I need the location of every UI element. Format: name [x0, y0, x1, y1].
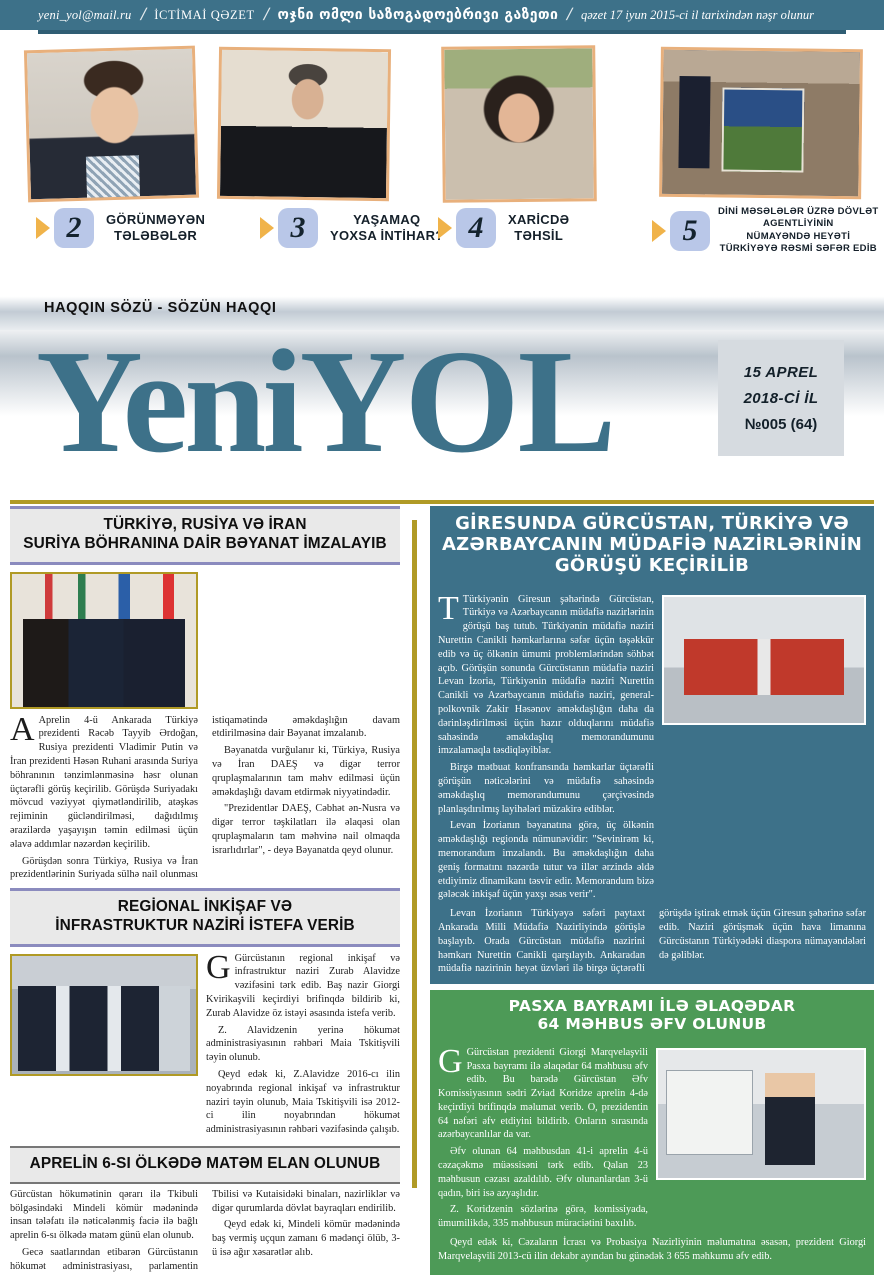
page-number-badge	[670, 211, 710, 251]
paragraph-text: Aprelin 4-ü Ankarada Türkiyə prezidenti Rəcəb Tayyib Ərdoğan, Rusiya prezidenti Vladimir Putin və İran prezidenti Həsən Ruhani arasında Suriya böhranının tənzimlənməsinə həsr olunan üçtərəfli görüş keçirilib. Görüşdə Suriyadakı mövcud vəziyyət qiymətləndirilib, atəşkəs rejiminin gücləndirilməsi, dağıdılmış ərazilərdə yaşayışın təmin edilməsi üçün əlavə addımlar nəzərdən keçirilib.	[10, 714, 198, 850]
article-headline: APRELİN 6-SI ÖLKƏDƏ MATƏM ELAN OLUNUB	[29, 1155, 381, 1173]
issue-date-line2: 2018-Cİ İL	[743, 389, 819, 407]
headline-box-teal	[430, 506, 874, 587]
delegation-image	[662, 50, 860, 196]
drop-cap: G	[206, 951, 231, 986]
triangle-arrow-icon	[36, 217, 50, 239]
article-body-giresun-top	[438, 593, 654, 906]
page-number: 4	[468, 211, 484, 244]
drop-cap: T	[438, 592, 459, 627]
article-photo-signing[interactable]	[662, 595, 866, 725]
issue-number: №005 (64)	[744, 415, 818, 433]
issue-date-box	[718, 340, 844, 456]
paragraph: Z. Alavidzenin yerinə hökumət administrasiyasının rəhbəri Maia Tskitişvili təyin olunub.	[206, 1024, 400, 1064]
logo-word-yol: YOL	[299, 320, 615, 484]
teaser-item-4[interactable]	[438, 208, 628, 248]
separator-slash: /	[565, 5, 575, 24]
paragraph-text: Türkiyənin Giresun şəhərində Gürcüstan, Türkiyə və Azərbaycanın müdafiə nazirlərinin görüşü baş tutub. Türkiyənin müdafiə naziri Nurettin Canikli həmkarlarına səfər üçün təşəkkür edib və üç ölkənin ümumi problemlərindən söhbət açıb. Görüşün sonunda Gürcüstanın müdafiə naziri Levan İzoria, Türkiyənin müdafiə naziri Nurettin Canikli və Azərbaycanın müdafiə naziri, general-polkovnik Zakir Həsənov əməkdaşlığın daha da dərinləşdirilməsi üçün hazır olduqlarını müdafiə sahəsində əməkdaşlıq memorandumunu imzalamaqla təsdiqləyiblər.	[438, 593, 654, 757]
page-number-badge	[54, 208, 94, 248]
article-body-pardon-top	[438, 1046, 648, 1234]
paragraph: Qeyd edək ki, Z.Alavidze 2016-cı ilin noyabrında regional inkişaf və infrastruktur naziri təyin olunub, Maia Tskitişvili isə 2012-ci ilin noyabrından hökumət administrasiyasının rəhbəri vəzifəsində çalışıb.	[206, 1069, 400, 1136]
headline-box	[10, 1148, 400, 1182]
teaser-photo-3[interactable]	[441, 45, 597, 203]
article-headline: REGİONAL İNKİŞAF VƏ İNFRASTRUKTUR NAZİRİ İSTEFA VERİB	[55, 898, 355, 934]
teaser-label: GÖRÜNMƏYƏN TƏLƏBƏLƏR	[106, 212, 206, 243]
contact-email[interactable]: yeni_yol@mail.ru	[38, 7, 132, 22]
article-headline: PASXA BAYRAMI İLƏ ƏLAQƏDAR 64 MƏHBUS ƏFV OLUNUB	[508, 997, 796, 1034]
paragraph: Z. Koridzenin sözlərinə görə, komissiyada, ümumilikdə, 335 məhbusun müraciətini baxılıb.	[438, 1204, 648, 1230]
teaser-photo-1[interactable]	[24, 46, 199, 203]
news-content	[0, 506, 884, 1272]
article-body-pardon-bottom	[438, 1236, 866, 1267]
drop-cap: G	[438, 1045, 463, 1080]
article-headline: TÜRKİYƏ, RUSİYA VƏ İRAN SURİYA BÖHRANINA DAİR BƏYANAT İMZALAYIB	[23, 516, 387, 552]
paragraph: Görüşdən sonra Türkiyə, Rusiya və İran prezidentlərinin Suriyada sülhə nail olunması istiqamətində əməkdaşlığın davam etdirilməsinə dair Bəyanat imzalanıb.	[10, 714, 400, 881]
paragraph: Gecə saatlarından etibarən Gürcüstanın hökumət administrasiyası, parlamentin Tbilisi və Kutaisidəki binaları, nazirliklər və digər qurumlarda dövlət bayraqları endirilib.	[10, 1188, 400, 1272]
article-body-mourning	[10, 1188, 400, 1274]
headline-rule-bottom	[10, 1182, 400, 1184]
paragraph-text: Gürcüstanın regional inkişaf və infrastruktur naziri Zurab Alavidze vəzifəsini tərk edib. Baş nazir Giorgi Kvirikaşvili keçirdiyi brifinqdə bildirib ki, Zurab Alavidze öz istəyi əsasında istefa verib.	[206, 952, 400, 1019]
right-column	[430, 506, 874, 1262]
article-body-syria	[10, 710, 400, 883]
top-bar	[0, 0, 884, 30]
paragraph	[438, 593, 654, 759]
issue-date-line1: 15 APREL	[743, 363, 819, 381]
page-number: 2	[66, 211, 82, 244]
left-column	[10, 506, 400, 1272]
separator-slash: /	[138, 5, 148, 24]
teaser-item-3[interactable]	[260, 208, 450, 248]
article-photo-briefing[interactable]	[656, 1048, 866, 1180]
portrait-image	[444, 48, 594, 200]
paragraph: Levan İzorianın Türkiyəyə səfəri paytaxt Ankarada Milli Müdafiə Nazirliyində görüşlə başlayıb. Orada Gürcüstan müdafiə nazirini həmkarı Nurettin Canikli qarşılayıb. Ankaradan müdafiə nazirinin heyət üzvləri ilə birgə üçtərəfli görüşdə iştirak etmək üçün Giresun şəhərinə səfər edib. Naziri görüşmək üçün hava limanına Gürcüstanın Türkiyədəki diaspora nümayəndələri də gəliblər.	[438, 908, 866, 975]
article-pardon[interactable]	[430, 990, 874, 1275]
page-number: 5	[682, 213, 698, 247]
portrait-image	[27, 49, 196, 200]
teaser-label: XARİCDƏ TƏHSİL	[508, 212, 570, 243]
triangle-arrow-icon	[260, 217, 274, 239]
headline-box	[10, 509, 400, 562]
article-mourning[interactable]	[10, 1146, 400, 1274]
headline-box	[10, 891, 400, 944]
article-minister[interactable]	[10, 888, 400, 1140]
paragraph	[438, 1046, 648, 1143]
paragraph	[206, 952, 400, 1021]
portrait-image	[220, 50, 388, 198]
paragraph: Bəyanatda vurğulanır ki, Türkiyə, Rusiya və İran DAEŞ və digər terror qruplaşmalarının tam məhv edilməsi üçün əməkdaşlığı davam etdirmək niyyətindədir.	[212, 745, 400, 798]
georgian-title: ოჯნი ომლი საზოგადოებრივი გაზეთი	[277, 7, 559, 23]
masthead-bottom-rule	[10, 500, 874, 504]
article-headline: GİRESUNDA GÜRCÜSTAN, TÜRKİYƏ VƏ AZƏRBAYCANIN MÜDAFİƏ NAZİRLƏRİNİN GÖRÜŞÜ KEÇİRİLİB	[442, 513, 862, 576]
headline-box-green	[430, 990, 874, 1042]
paragraph: Levan İzorianın bəyanatına görə, üç ölkənin əməkdaşlığı regionda nümunəvidir: "Sevinirəm ki, memorandum imzalandı. Bu əməkdaşlığın daha geniş formatını nəzərdə tutur və illər ərzində əldə etdiyimiz dinamikanı təsvir edir. Memorandum bizə gələcək inkişaf üçün yaxşı əsas verir".	[438, 820, 654, 901]
article-photo-ministers[interactable]	[10, 954, 198, 1076]
article-photo-leaders[interactable]	[10, 572, 198, 709]
headline-rule-bottom	[10, 944, 400, 947]
triangle-arrow-icon	[438, 217, 452, 239]
teaser-label: DİNİ MƏSƏLƏLƏR ÜZRƏ DÖVLƏT AGENTLİYİNİN NÜMAYƏNDƏ HEYƏTİ TÜRKİYƏYƏ RƏSMİ SƏFƏR EDİB	[718, 206, 879, 255]
logo-word-yeni: Yeni	[36, 320, 300, 484]
page-number-badge	[456, 208, 496, 248]
triangle-arrow-icon	[652, 220, 666, 242]
article-syria[interactable]	[10, 506, 400, 882]
article-body-giresun-bottom	[438, 907, 866, 976]
newspaper-logo[interactable]	[36, 320, 615, 484]
publication-type: İCTİMAİ QƏZET	[154, 7, 255, 22]
founding-tagline: qəzet 17 iyun 2015-ci il tarixindən nəşr olunur	[580, 7, 814, 22]
teaser-photo-2[interactable]	[217, 47, 391, 201]
teaser-item-2[interactable]	[36, 208, 236, 248]
paragraph: Birgə mətbuat konfransında həmkarlar üçtərəfli görüşün nəticələrini və müdafiə sahəsində əməkdaşlıq memorandumunu çərçivəsində planlaşdırılmış layihələri müzakirə ediblər.	[438, 762, 654, 815]
teaser-item-5[interactable]	[652, 206, 882, 255]
paragraph-text: Gürcüstan prezidenti Giorgi Marqvelaşvili Pasxa bayramı ilə əlaqədar 64 məhbusu əfv edib. Bu barədə Gürcüstan Əfv Komissiyasının sədri Zviad Koridze aprelin 4-də keçirdiyi brifinqdə məlumat verib. O, prezidentin 64 nəfəri əfv etdiyini bildirib. Onların sırasında azərbaycanlılar da var.	[438, 1046, 648, 1141]
page-teasers	[0, 206, 884, 292]
teaser-photo-strip	[0, 42, 884, 212]
paragraph: "Prezidentlər DAEŞ, Cəbhət ən-Nusra və digər terror təşkilatları ilə əlaqəsi olan qruplaşmaların tam məhvinə nail olmaqda israrlıdırlar", - deyə Bəyanatda qeyd olunur.	[212, 803, 400, 856]
paragraph: Qeyd edək ki, Mindeli kömür mədənində baş vermiş uçqun zamanı 6 mədənçi ölüb, 3-ü isə ağır xəsarətlər alıb.	[212, 1219, 400, 1259]
teaser-photo-4[interactable]	[659, 47, 863, 199]
page-number: 3	[290, 211, 306, 244]
masthead	[0, 292, 884, 506]
top-bar-content	[0, 5, 814, 25]
drop-cap: A	[10, 710, 35, 748]
separator-slash: /	[261, 5, 271, 24]
column-divider	[412, 520, 417, 1188]
article-giresun[interactable]	[430, 506, 874, 984]
headline-rule-bottom	[10, 562, 400, 565]
paragraph: Gürcüstan hökumətinin qərarı ilə Tkibuli bölgəsindəki Mindeli kömür mədənində insan tələfatı ilə nəticələnmiş faciə ilə bağlı aprelin 6-sı ölkədə matəm günü elan olunub.	[10, 1188, 198, 1242]
paragraph	[10, 710, 198, 852]
paragraph: Qeyd edək ki, Cəzaların İcrası və Probasiya Nazirliyinin məlumatına əsasən, prezident Giorgi Marqvelaşvili 2013-cü ilin dekabr ayından bu günədək 3 655 məhkumu əfv edib.	[438, 1237, 866, 1262]
article-body-minister	[206, 952, 400, 1140]
top-bar-underline	[38, 30, 846, 34]
page-number-badge	[278, 208, 318, 248]
teaser-label: YAŞAMAQ YOXSA İNTİHAR?	[330, 212, 444, 243]
slogan-text: HAQQIN SÖZÜ - SÖZÜN HAQQI	[44, 300, 277, 316]
paragraph: Əfv olunan 64 məhbusdan 41-i aprelin 4-ü cəzaçəkmə müəssisəni tərk edib. Qalan 23 məhbusun cəzası azaldılıb. Əfv olunanlardan 3-ü qadın, biri isə azyaşlıdır.	[438, 1146, 648, 1199]
